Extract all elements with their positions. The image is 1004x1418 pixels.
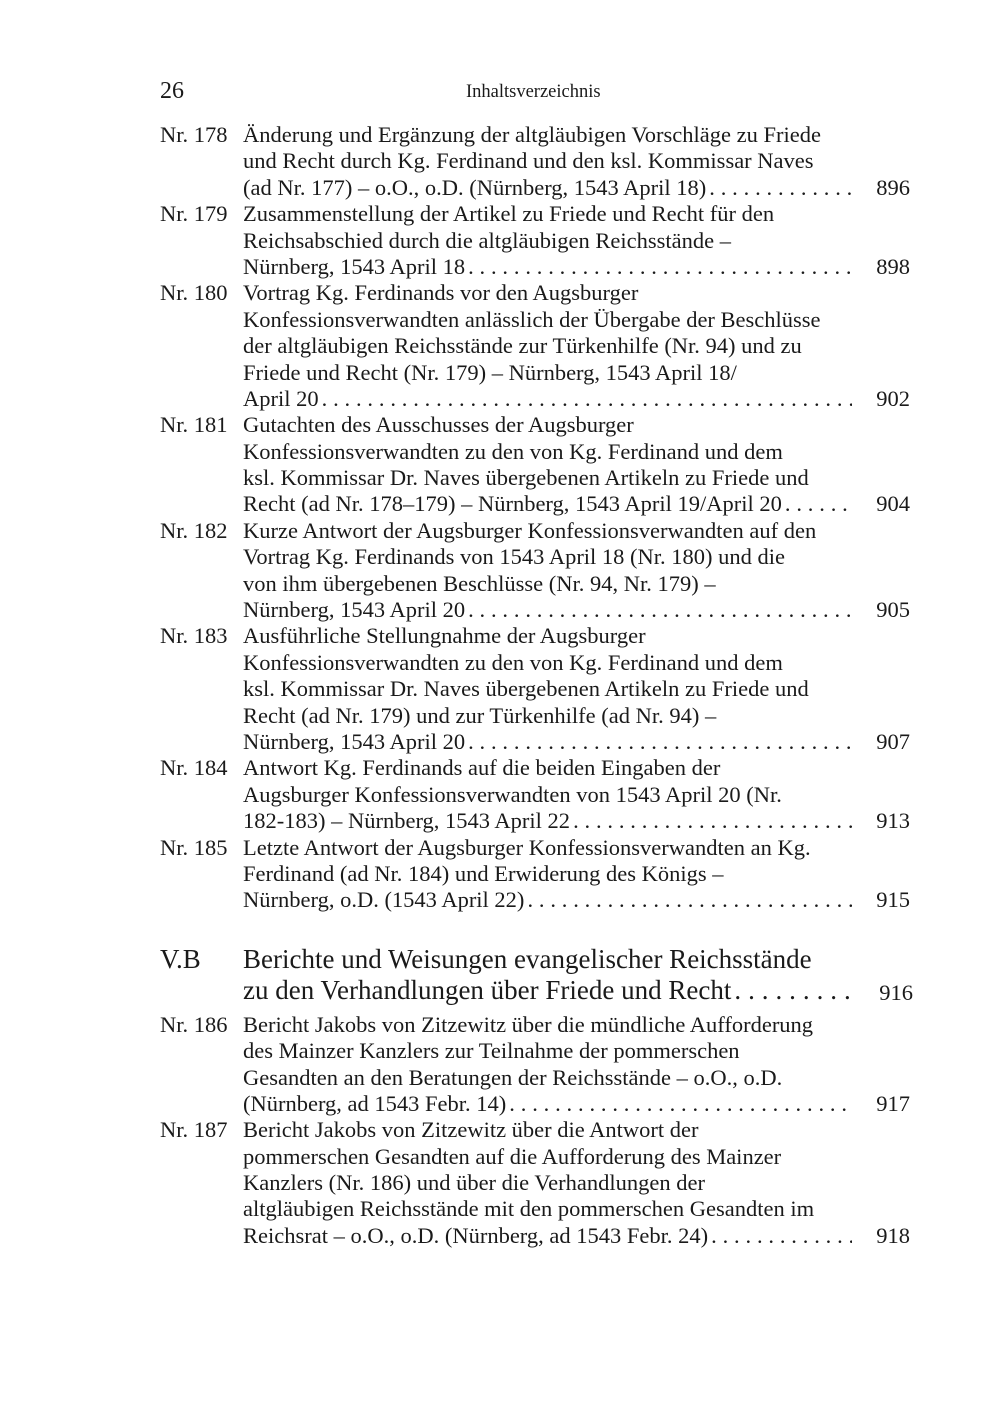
entry-text: des Mainzer Kanzlers zur Teilnahme der pommerschen xyxy=(243,1038,740,1064)
entry-line xyxy=(160,1038,910,1064)
entry-leader-line xyxy=(243,597,852,623)
entry-text: Kurze Antwort der Augsburger Konfessionsverwandten auf den xyxy=(243,517,817,543)
toc-entry xyxy=(160,1012,910,1118)
entry-line xyxy=(160,228,910,254)
entry-line xyxy=(160,571,910,597)
entry-leader-line xyxy=(243,386,852,412)
entry-leader-line xyxy=(243,808,852,834)
section-title-line: Berichte und Weisungen evangelischer Reichsstände xyxy=(243,943,812,974)
entry-number: Nr. 183 xyxy=(160,623,228,649)
entry-leader-line xyxy=(243,1223,852,1249)
entry-line xyxy=(160,360,910,386)
dot-leader xyxy=(706,175,852,201)
entry-text: Recht (ad Nr. 179) und zur Türkenhilfe (ad Nr. 94) – xyxy=(243,702,717,728)
entry-line xyxy=(160,782,910,808)
entry-line xyxy=(160,1170,910,1196)
entry-number: Nr. 186 xyxy=(160,1011,228,1037)
toc-entries-group-b xyxy=(160,1012,910,1250)
toc-entries-group-a xyxy=(160,122,910,914)
entry-line xyxy=(160,676,910,702)
entry-line xyxy=(160,729,910,755)
entry-text-last: Reichsrat – o.O., o.D. (Nürnberg, ad 1543 Febr. 24) xyxy=(243,1222,709,1248)
dot-leader xyxy=(782,491,852,517)
entry-page-number: 913 xyxy=(876,808,910,834)
entry-number: Nr. 181 xyxy=(160,412,228,438)
entry-text: Ausführliche Stellungnahme der Augsburger xyxy=(243,623,646,649)
entry-page-number: 896 xyxy=(876,174,910,200)
dot-leader xyxy=(319,386,852,412)
entry-page-number: 917 xyxy=(876,1090,910,1116)
entry-text: Vortrag Kg. Ferdinands vor den Augsburger xyxy=(243,280,639,306)
entry-page-number: 902 xyxy=(876,385,910,411)
entry-line xyxy=(160,280,910,306)
entry-line xyxy=(160,887,910,913)
toc-entry xyxy=(160,201,910,280)
section-title-last: zu den Verhandlungen über Friede und Recht xyxy=(243,974,732,1005)
entry-text: Friede und Recht (Nr. 179) – Nürnberg, 1543 April 18/ xyxy=(243,359,737,385)
entry-line xyxy=(160,122,910,148)
entry-text: ksl. Kommissar Dr. Naves übergebenen Artikeln zu Friede und xyxy=(243,465,809,491)
entry-line xyxy=(160,1144,910,1170)
entry-line xyxy=(160,333,910,359)
entry-page-number: 907 xyxy=(876,728,910,754)
section-line xyxy=(160,974,913,1006)
entry-leader-line xyxy=(243,491,852,517)
entry-line xyxy=(160,1223,910,1249)
entry-line xyxy=(160,491,910,517)
entry-line xyxy=(160,1091,910,1117)
entry-line xyxy=(160,175,910,201)
entry-text: Gesandten an den Beratungen der Reichsstände – o.O., o.D. xyxy=(243,1064,783,1090)
entry-text: Reichsabschied durch die altgläubigen Reichsstände – xyxy=(243,227,731,253)
running-title: Inhaltsverzeichnis xyxy=(466,82,601,102)
entry-line xyxy=(160,439,910,465)
entry-text-last: Nürnberg, 1543 April 20 xyxy=(243,728,466,754)
entry-line xyxy=(160,623,910,649)
entry-text: Bericht Jakobs von Zitzewitz über die Antwort der xyxy=(243,1117,699,1143)
toc-section-heading xyxy=(160,943,913,1006)
toc-entry xyxy=(160,412,910,518)
entry-number: Nr. 185 xyxy=(160,834,228,860)
dot-leader xyxy=(506,1091,852,1117)
toc-entry xyxy=(160,623,910,755)
entry-text: Konfessionsverwandten anlässlich der Übergabe der Beschlüsse xyxy=(243,306,821,332)
entry-line xyxy=(160,1065,910,1091)
entry-text: Augsburger Konfessionsverwandten von 1543 April 20 (Nr. xyxy=(243,781,782,807)
entry-line xyxy=(160,412,910,438)
entry-number: Nr. 179 xyxy=(160,201,228,227)
entry-line xyxy=(160,703,910,729)
entry-line xyxy=(160,518,910,544)
table-of-contents xyxy=(160,122,913,1249)
dot-leader xyxy=(465,597,852,623)
toc-entry xyxy=(160,755,910,834)
dot-leader xyxy=(465,729,852,755)
entry-leader-line xyxy=(243,729,852,755)
entry-leader-line xyxy=(243,254,852,280)
entry-text-last: Nürnberg, o.D. (1543 April 22) xyxy=(243,887,525,913)
entry-line xyxy=(160,1196,910,1222)
entry-text: Gutachten des Ausschusses der Augsburger xyxy=(243,412,634,438)
entry-text-last: Recht (ad Nr. 178–179) – Nürnberg, 1543 April 19/April 20 xyxy=(243,491,782,517)
entry-line xyxy=(160,1012,910,1038)
section-page: 916 xyxy=(879,979,913,1005)
entry-line xyxy=(160,386,910,412)
entry-line xyxy=(160,544,910,570)
entry-text: von ihm übergebenen Beschlüsse (Nr. 94, Nr. 179) – xyxy=(243,570,716,596)
entry-number: Nr. 180 xyxy=(160,280,228,306)
entry-leader-line xyxy=(243,175,852,201)
dot-leader xyxy=(731,975,852,1006)
toc-entry xyxy=(160,280,910,412)
dot-leader xyxy=(465,254,852,280)
entry-text: altgläubigen Reichsstände mit den pommerschen Gesandten im xyxy=(243,1196,815,1222)
entry-text: der altgläubigen Reichsstände zur Türkenhilfe (Nr. 94) und zu xyxy=(243,333,802,359)
entry-text-last: Nürnberg, 1543 April 20 xyxy=(243,597,466,623)
entry-line xyxy=(160,861,910,887)
entry-text: Letzte Antwort der Augsburger Konfessionsverwandten an Kg. xyxy=(243,834,811,860)
entry-number: Nr. 178 xyxy=(160,122,228,147)
section-label: V.B xyxy=(160,943,201,974)
entry-number: Nr. 182 xyxy=(160,517,228,543)
dot-leader xyxy=(524,887,852,913)
entry-text: Kanzlers (Nr. 186) und über die Verhandlungen der xyxy=(243,1170,705,1196)
entry-text-last: April 20 xyxy=(243,385,319,411)
toc-entry xyxy=(160,122,910,201)
toc-entry xyxy=(160,835,910,914)
entry-page-number: 918 xyxy=(876,1222,910,1248)
entry-text: Vortrag Kg. Ferdinands von 1543 April 18 (Nr. 180) und die xyxy=(243,544,786,570)
entry-text: pommerschen Gesandten auf die Aufforderung des Mainzer xyxy=(243,1143,782,1169)
entry-page-number: 898 xyxy=(876,253,910,279)
entry-page-number: 904 xyxy=(876,491,910,517)
entry-text: und Recht durch Kg. Ferdinand und den ksl. Kommissar Naves xyxy=(243,148,814,174)
entry-line xyxy=(160,835,910,861)
entry-line xyxy=(160,148,910,174)
entry-text-last: (ad Nr. 177) – o.O., o.D. (Nürnberg, 1543 April 18) xyxy=(243,174,707,200)
toc-entry xyxy=(160,1117,910,1249)
entry-number: Nr. 187 xyxy=(160,1117,228,1143)
entry-text: Konfessionsverwandten zu den von Kg. Ferdinand und dem xyxy=(243,438,783,464)
entry-text: Zusammenstellung der Artikel zu Friede und Recht für den xyxy=(243,201,775,227)
entry-line xyxy=(160,597,910,623)
section-line xyxy=(160,944,910,975)
entry-text: ksl. Kommissar Dr. Naves übergebenen Artikeln zu Friede und xyxy=(243,676,809,702)
entry-line xyxy=(160,254,910,280)
entry-leader-line xyxy=(243,1091,852,1117)
entry-text: Bericht Jakobs von Zitzewitz über die mündliche Aufforderung xyxy=(243,1011,814,1037)
entry-text-last: 182-183) – Nürnberg, 1543 April 22 xyxy=(243,808,571,834)
entry-text-last: (Nürnberg, ad 1543 Febr. 14) xyxy=(243,1090,507,1116)
toc-entry xyxy=(160,518,910,624)
page-number: 26 xyxy=(160,78,184,104)
entry-line xyxy=(160,1117,910,1143)
entry-text: Änderung und Ergänzung der altgläubigen Vorschläge zu Friede xyxy=(243,122,821,147)
entry-page-number: 915 xyxy=(876,887,910,913)
entry-text: Ferdinand (ad Nr. 184) und Erwiderung des Königs – xyxy=(243,860,724,886)
entry-text: Konfessionsverwandten zu den von Kg. Ferdinand und dem xyxy=(243,649,783,675)
entry-line xyxy=(160,755,910,781)
entry-number: Nr. 184 xyxy=(160,755,228,781)
entry-text: Antwort Kg. Ferdinands auf die beiden Eingaben der xyxy=(243,755,721,781)
entry-text-last: Nürnberg, 1543 April 18 xyxy=(243,253,466,279)
entry-line xyxy=(160,201,910,227)
dot-leader xyxy=(708,1223,852,1249)
entry-page-number: 905 xyxy=(876,597,910,623)
entry-line xyxy=(160,650,910,676)
entry-line xyxy=(160,808,910,834)
entry-leader-line xyxy=(243,887,852,913)
entry-line xyxy=(160,465,910,491)
section-leader-line xyxy=(243,975,852,1006)
dot-leader xyxy=(570,808,852,834)
entry-line xyxy=(160,307,910,333)
